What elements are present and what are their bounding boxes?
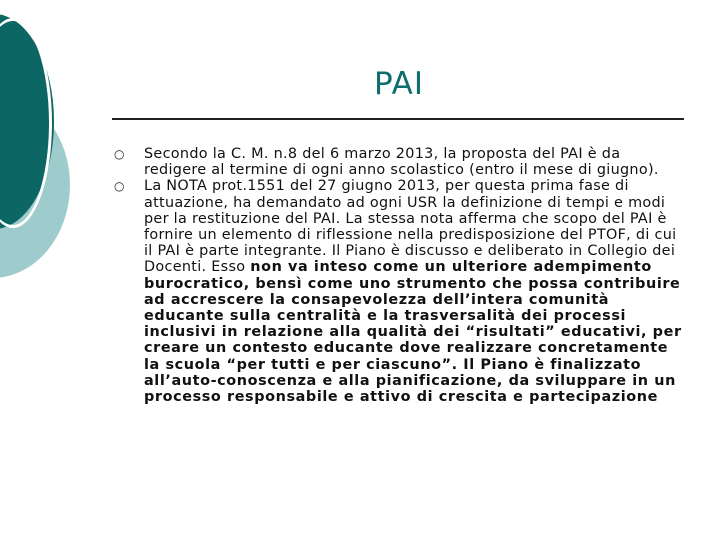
bullet-circle-icon: ○: [114, 179, 125, 194]
slide-content: [112, 146, 684, 405]
bullet-circle-icon: ○: [114, 147, 125, 161]
bullet-text-regular: La NOTA prot.1551 del 27 giugno 2013, per questa prima fase di attuazione, ha demandato ad ogni USR la definizione di tempi e modi per la restituzione del PAI. La stessa nota afferma che scopo del PAI è fornire un elemento di riflessione nella predisposizione del PTOF, di cui il PAI è parte integrante. Il Piano è discusso e deliberato in Collegio dei Docenti. Esso: [144, 178, 677, 276]
title-divider: [112, 118, 684, 120]
bullet-text-bold: non va inteso come un ulteriore adempimento burocratico, bensì come uno strumento che possa contribuire ad accrescere la consapevolezza dell’intera comunità educante sulla centralità e la trasversalità dei processi inclusivi in relazione alla qualità dei “risultati” educativi, per creare un contesto educante dove realizzare concretamente la scuola “per tutti e per ciascuno”. Il Piano è finalizzato all’auto-conoscenza e alla pianificazione, da sviluppare in un processo responsabile e attivo di crescita e partecipazione: [144, 259, 682, 406]
bullet-item: [112, 178, 684, 405]
slide-title: PAI: [373, 66, 424, 102]
bullet-item: [112, 146, 684, 178]
bullet-text: [144, 178, 684, 405]
bullet-text: Secondo la C. M. n.8 del 6 marzo 2013, la proposta del PAI è da redigere al termine di ogni anno scolastico (entro il mese di giugno).: [144, 146, 659, 179]
